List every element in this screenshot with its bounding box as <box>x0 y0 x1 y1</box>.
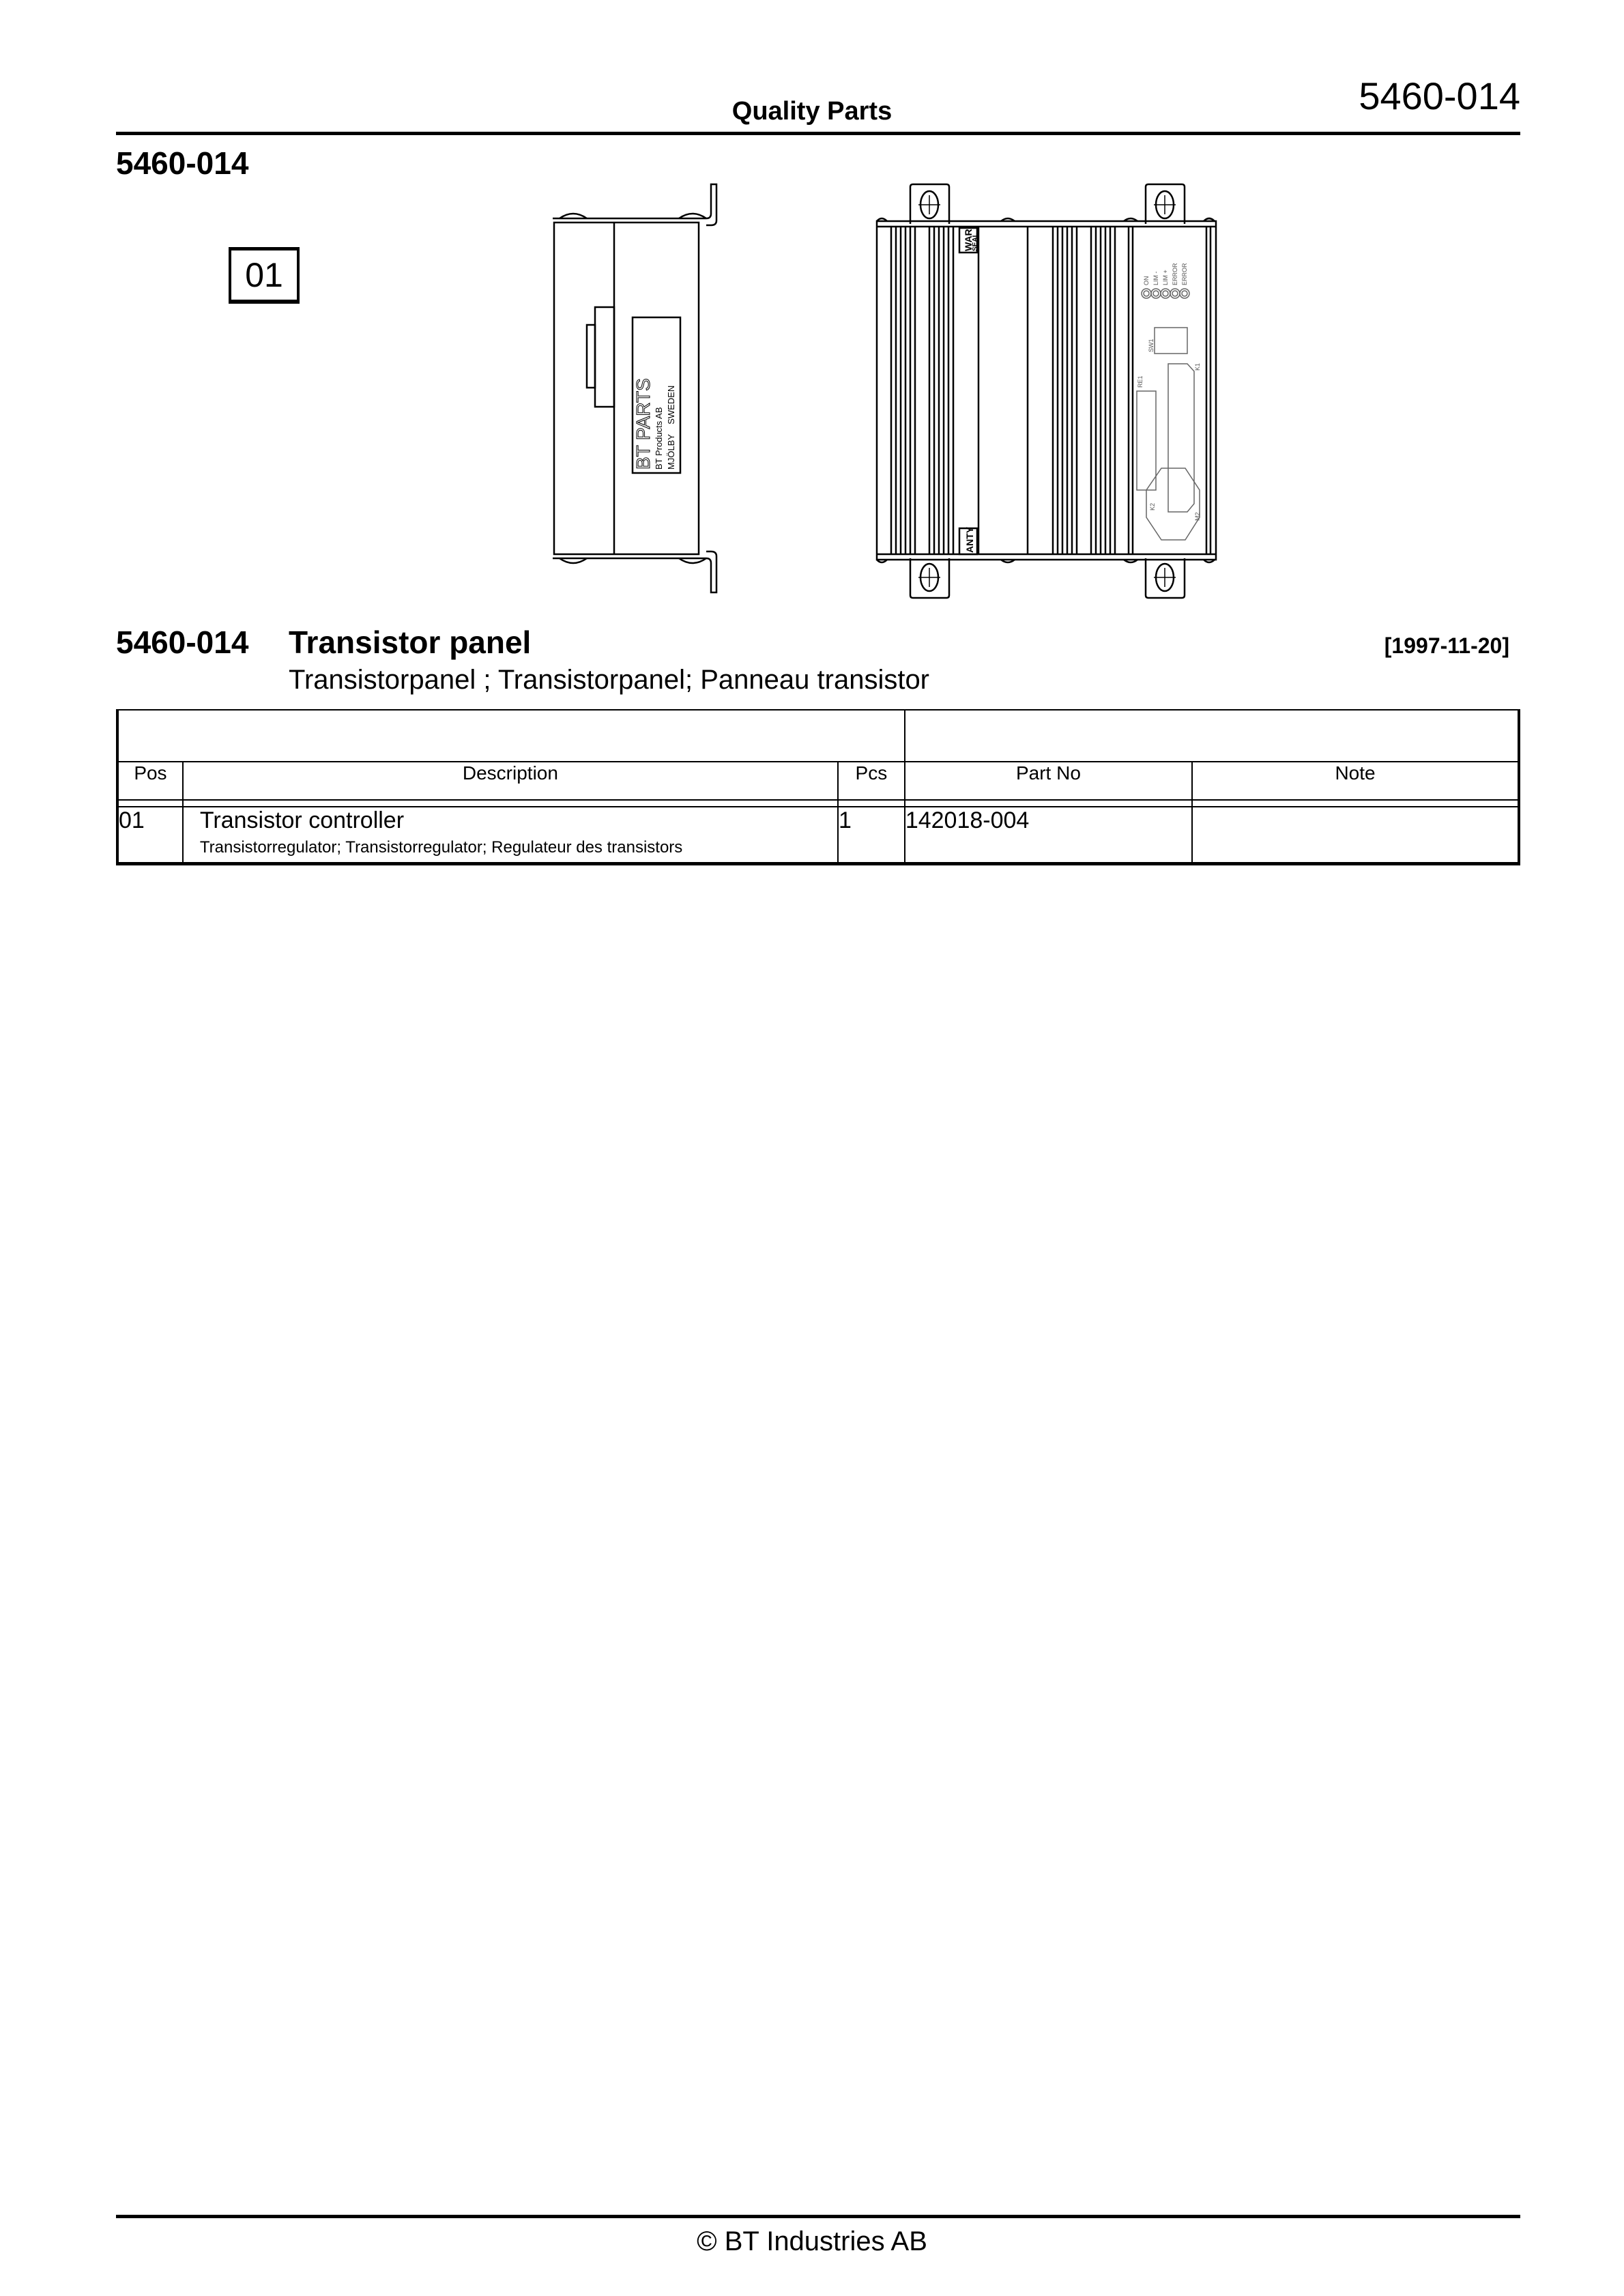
info-cell-right <box>905 710 1519 762</box>
label-bt-products: BT Products AB <box>654 407 664 470</box>
label-mjolby: MJÖLBY SWEDEN <box>666 385 676 470</box>
dip-switch <box>1155 328 1187 354</box>
cell-part-no[interactable]: 142018-004 <box>905 807 1192 864</box>
footer-copyright: © BT Industries AB <box>697 2226 927 2256</box>
control-panel <box>1137 289 1200 540</box>
cell-pos: 01 <box>117 807 183 864</box>
divider-cell <box>1192 800 1519 807</box>
col-header-pcs: Pcs <box>838 762 905 800</box>
table-header-divider <box>117 800 1519 807</box>
side-view-label <box>633 378 676 470</box>
col-header-description: Description <box>183 762 838 800</box>
front-view-drawing <box>875 183 1421 599</box>
seal-top-seal: SEAL <box>972 233 979 251</box>
cell-note <box>1192 807 1519 864</box>
table-row[interactable] <box>117 807 1519 864</box>
m2-label: M2 <box>1194 512 1201 521</box>
led-label-1: ON <box>1143 276 1150 285</box>
label-bt-parts: BT PARTS <box>633 378 654 470</box>
table-header-row <box>117 762 1519 800</box>
description-main: Transistor controller <box>199 807 405 833</box>
table-info-row <box>117 710 1519 762</box>
divider-cell <box>905 800 1192 807</box>
panel-labels <box>1137 263 1201 521</box>
led-indicators <box>1142 289 1189 298</box>
seal-top-war: WAR <box>963 229 974 251</box>
led-label-2: LIM - <box>1152 271 1159 285</box>
col-header-note: Note <box>1192 762 1519 800</box>
led-label-3: LIM + <box>1162 270 1169 285</box>
col-header-pos: Pos <box>117 762 183 800</box>
part-group-code: 5460-014 <box>116 625 249 660</box>
k1-label: K1 <box>1194 362 1201 371</box>
header-page-code: 5460-014 <box>1359 74 1520 117</box>
divider-cell <box>117 800 183 807</box>
relay-re1 <box>1137 391 1156 490</box>
sw1-label: SW1 <box>1148 339 1155 352</box>
led-label-4: ERROR <box>1172 263 1178 285</box>
cell-pcs: 1 <box>838 807 905 864</box>
footer-rule <box>116 2215 1520 2218</box>
side-view-drawing <box>553 183 737 596</box>
col-header-part-no: Part No <box>905 762 1192 800</box>
divider-cell <box>183 800 838 807</box>
parts-table <box>116 709 1520 865</box>
seal-bottom-anty: ANTY <box>964 526 975 553</box>
part-group-title: Transistor panel <box>289 625 532 660</box>
description-translations: Transistorregulator; Transistorregulator; Regulateur des transistors <box>199 838 683 857</box>
header-rule <box>116 132 1520 135</box>
seal-labels <box>963 229 979 553</box>
divider-cell <box>838 800 905 807</box>
led-label-5: ERROR <box>1181 263 1188 285</box>
info-cell-left <box>117 710 905 762</box>
position-callout-01[interactable]: 01 <box>229 247 300 304</box>
re1-label: RE1 <box>1137 375 1144 388</box>
cell-description <box>183 807 838 864</box>
k2-label: K2 <box>1149 502 1156 511</box>
section-code: 5460-014 <box>116 145 249 181</box>
connector-k1 <box>1168 364 1194 512</box>
title-translations: Transistorpanel ; Transistorpanel; Panneau transistor <box>289 665 930 695</box>
header-title: Quality Parts <box>731 97 893 126</box>
revision-date: [1997-11-20] <box>1384 633 1509 658</box>
